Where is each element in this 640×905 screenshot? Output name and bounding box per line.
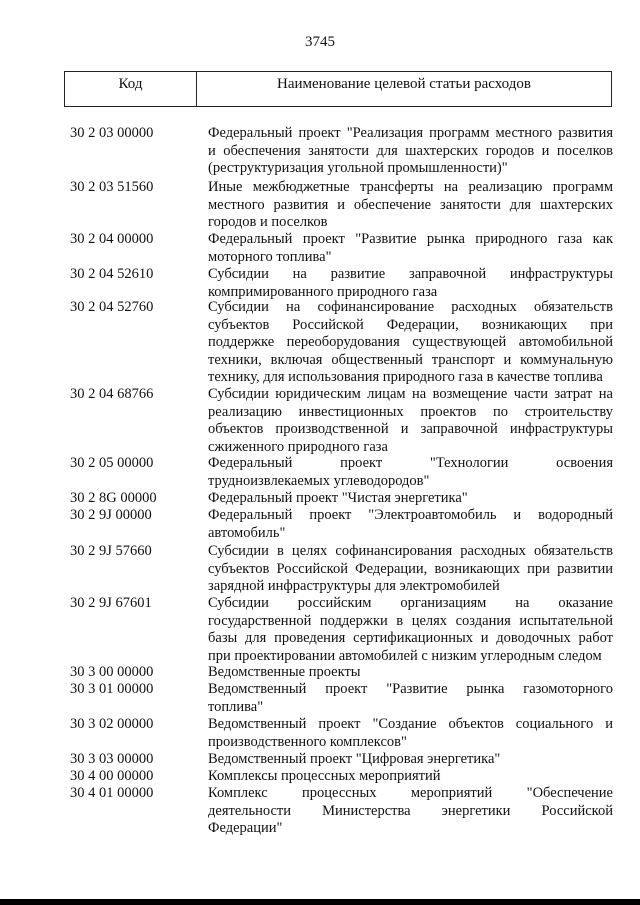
description-line: производственного комплексов" bbox=[208, 733, 407, 750]
description-line: Комплекс процессных мероприятий "Обеспечение bbox=[208, 785, 613, 801]
description-line: технику, для использования природного газа в качестве топлива bbox=[208, 369, 603, 385]
row-code: 30 2 9J 57660 bbox=[70, 543, 152, 559]
row-code: 30 4 00 00000 bbox=[70, 768, 154, 784]
row-description bbox=[208, 664, 613, 682]
description-line: Субсидии в целях софинансирования расходных обязательств bbox=[208, 543, 613, 559]
description-line: Федеральный проект "Технологии освоения bbox=[208, 455, 613, 471]
description-line: Субсидии российским организациям на оказание bbox=[208, 595, 613, 611]
row-code: 30 3 00 00000 bbox=[70, 664, 154, 680]
row-description bbox=[208, 716, 613, 751]
row-code: 30 3 02 00000 bbox=[70, 716, 154, 732]
description-line: Ведомственные проекты bbox=[208, 664, 361, 680]
description-line: техники, включая общественный транспорт и коммунальную bbox=[208, 351, 613, 368]
description-line: моторного топлива" bbox=[208, 248, 332, 265]
row-code: 30 2 03 00000 bbox=[70, 125, 154, 141]
row-code: 30 2 04 68766 bbox=[70, 386, 154, 402]
row-code: 30 2 03 51560 bbox=[70, 179, 154, 195]
row-description bbox=[208, 768, 613, 786]
row-code: 30 4 01 00000 bbox=[70, 785, 154, 801]
row-code: 30 2 05 00000 bbox=[70, 455, 154, 471]
description-line: сжиженного природного газа bbox=[208, 438, 388, 455]
row-description bbox=[208, 299, 613, 387]
row-description bbox=[208, 490, 613, 508]
description-line: субъектов Российской Федерации, возникающих при развитии bbox=[208, 560, 613, 577]
page-number: 3745 bbox=[305, 34, 335, 50]
description-line: поддержке переоборудования существующей автомобильной bbox=[208, 334, 613, 350]
description-line: и обеспечения занятости для шахтерских городов и поселков bbox=[208, 142, 613, 159]
description-line: зарядной инфраструктуры для электромобилей bbox=[208, 578, 500, 594]
description-line: государственной поддержки в целях создания испытательной bbox=[208, 612, 613, 629]
description-line: Федеральный проект "Реализация программ местного развития bbox=[208, 125, 613, 141]
row-description bbox=[208, 125, 613, 178]
description-line: Федеральный проект "Чистая энергетика" bbox=[208, 490, 468, 506]
description-line: реализацию инвестиционных проектов по строительству bbox=[208, 403, 613, 420]
row-description bbox=[208, 179, 613, 232]
row-code: 30 2 8G 00000 bbox=[70, 490, 157, 506]
description-line: субъектов Российской Федерации, возникающих при bbox=[208, 316, 613, 333]
description-line: Федеральный проект "Электроавтомобиль и водородный bbox=[208, 507, 613, 523]
row-description bbox=[208, 231, 613, 266]
row-description bbox=[208, 455, 613, 490]
description-line: Субсидии юридическим лицам на возмещение части затрат на bbox=[208, 386, 613, 402]
row-description bbox=[208, 785, 613, 838]
row-code: 30 2 04 00000 bbox=[70, 231, 154, 247]
row-code: 30 2 04 52760 bbox=[70, 299, 154, 315]
description-line: Ведомственный проект "Создание объектов социального и bbox=[208, 716, 613, 732]
row-code: 30 2 9J 67601 bbox=[70, 595, 152, 611]
description-line: Ведомственный проект "Развитие рынка газомоторного bbox=[208, 681, 613, 697]
row-description bbox=[208, 681, 613, 716]
description-line: Федерации" bbox=[208, 820, 283, 836]
description-line: (реструктуризация угольной промышленности)" bbox=[208, 160, 508, 176]
header-name: Наименование целевой статьи расходов bbox=[277, 76, 531, 92]
description-line: Федеральный проект "Развитие рынка природного газа как bbox=[208, 231, 613, 247]
description-line: Иные межбюджетные трансферты на реализацию программ bbox=[208, 179, 613, 195]
description-line: деятельности Министерства энергетики Российской bbox=[208, 802, 613, 819]
scan-edge bbox=[0, 899, 640, 905]
description-line: Комплексы процессных мероприятий bbox=[208, 768, 441, 784]
description-line: автомобиль" bbox=[208, 524, 286, 541]
row-code: 30 3 03 00000 bbox=[70, 751, 154, 767]
row-description bbox=[208, 751, 613, 769]
table-header bbox=[64, 71, 612, 107]
description-line: трудноизвлекаемых углеводородов" bbox=[208, 472, 430, 489]
row-description bbox=[208, 507, 613, 542]
row-description bbox=[208, 266, 613, 301]
row-description bbox=[208, 595, 613, 665]
row-code: 30 3 01 00000 bbox=[70, 681, 154, 697]
description-line: компримированного природного газа bbox=[208, 283, 438, 300]
description-line: Субсидии на развитие заправочной инфраструктуры bbox=[208, 266, 613, 282]
row-code: 30 2 04 52610 bbox=[70, 266, 154, 282]
row-description bbox=[208, 386, 613, 456]
description-line: объектов производственной и заправочной инфраструктуры bbox=[208, 421, 613, 437]
description-line: городов и поселков bbox=[208, 214, 328, 230]
description-line: Субсидии на софинансирование расходных обязательств bbox=[208, 299, 613, 315]
description-line: базы для проведения сертификационных и доводочных работ bbox=[208, 630, 613, 646]
description-line: топлива" bbox=[208, 698, 264, 715]
description-line: местного развития и обеспечение занятости для шахтерских bbox=[208, 196, 613, 213]
header-code: Код bbox=[65, 72, 197, 106]
row-code: 30 2 9J 00000 bbox=[70, 507, 152, 523]
description-line: Ведомственный проект "Цифровая энергетика" bbox=[208, 751, 501, 767]
description-line: при проектировании автомобилей с низким углеродным следом bbox=[208, 647, 602, 664]
row-description bbox=[208, 543, 613, 596]
